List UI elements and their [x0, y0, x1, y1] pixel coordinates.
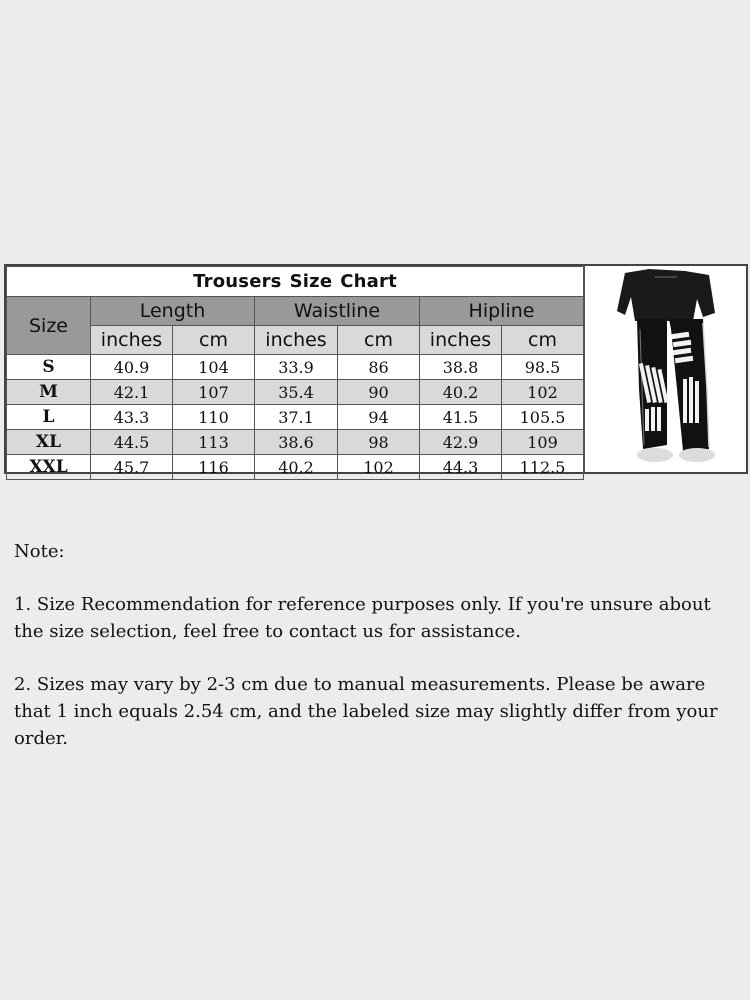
hipline-header: Hipline	[420, 297, 584, 326]
measurement-cell: 105.5	[502, 405, 584, 430]
measurement-cell: 98.5	[502, 355, 584, 380]
measurement-cell: 40.2	[420, 380, 502, 405]
measurement-cell: 98	[338, 430, 420, 455]
size-label: XXL	[7, 455, 91, 480]
trousers-product-photo	[611, 269, 721, 469]
measurement-cell: 102	[502, 380, 584, 405]
note-item-2: 2. Sizes may vary by 2-3 cm due to manual measurements. Please be aware that 1 inch equals 2.54 cm, and the labeled size may slightly differ from your order.	[14, 674, 718, 749]
measurement-cell: 42.9	[420, 430, 502, 455]
unit-header: inches	[91, 326, 173, 355]
waistline-header: Waistline	[255, 297, 420, 326]
measurement-cell: 40.9	[91, 355, 173, 380]
measurement-cell: 44.3	[420, 455, 502, 480]
measurement-cell: 94	[338, 405, 420, 430]
measurement-cell: 40.2	[255, 455, 338, 480]
measurement-cell: 44.5	[91, 430, 173, 455]
chart-title: Trousers Size Chart	[7, 267, 584, 297]
table-row	[7, 355, 584, 380]
measurement-cell: 90	[338, 380, 420, 405]
measurement-cell: 42.1	[91, 380, 173, 405]
measurement-cell: 45.7	[91, 455, 173, 480]
measurement-cell: 113	[173, 430, 255, 455]
measurement-cell: 104	[173, 355, 255, 380]
size-label: M	[7, 380, 91, 405]
measurement-cell: 107	[173, 380, 255, 405]
measurement-cell: 109	[502, 430, 584, 455]
unit-header: cm	[173, 326, 255, 355]
measurement-cell: 86	[338, 355, 420, 380]
size-label: L	[7, 405, 91, 430]
measurement-cell: 116	[173, 455, 255, 480]
table-row	[7, 405, 584, 430]
size-column-header: Size	[7, 297, 91, 355]
unit-header: inches	[255, 326, 338, 355]
measurement-cell: 112.5	[502, 455, 584, 480]
size-label: XL	[7, 430, 91, 455]
unit-header: inches	[420, 326, 502, 355]
note-item-1: 1. Size Recommendation for reference purposes only. If you're unsure about the size selection, feel free to contact us for assistance.	[14, 594, 711, 642]
measurement-cell: 38.6	[255, 430, 338, 455]
measurement-cell: 110	[173, 405, 255, 430]
product-photo-cell	[584, 266, 746, 472]
measurement-cell: 43.3	[91, 405, 173, 430]
table-row	[7, 455, 584, 480]
measurement-cell: 41.5	[420, 405, 502, 430]
measurement-cell: 37.1	[255, 405, 338, 430]
length-header: Length	[91, 297, 255, 326]
unit-header: cm	[502, 326, 584, 355]
size-table	[6, 266, 584, 480]
measurement-cell: 35.4	[255, 380, 338, 405]
measurement-cell: 102	[338, 455, 420, 480]
measurement-cell: 33.9	[255, 355, 338, 380]
notes-heading: Note:	[14, 541, 65, 562]
table-row	[7, 430, 584, 455]
size-chart	[4, 264, 748, 477]
size-label: S	[7, 355, 91, 380]
notes-section	[14, 538, 744, 778]
table-row	[7, 380, 584, 405]
unit-header: cm	[338, 326, 420, 355]
measurement-cell: 38.8	[420, 355, 502, 380]
